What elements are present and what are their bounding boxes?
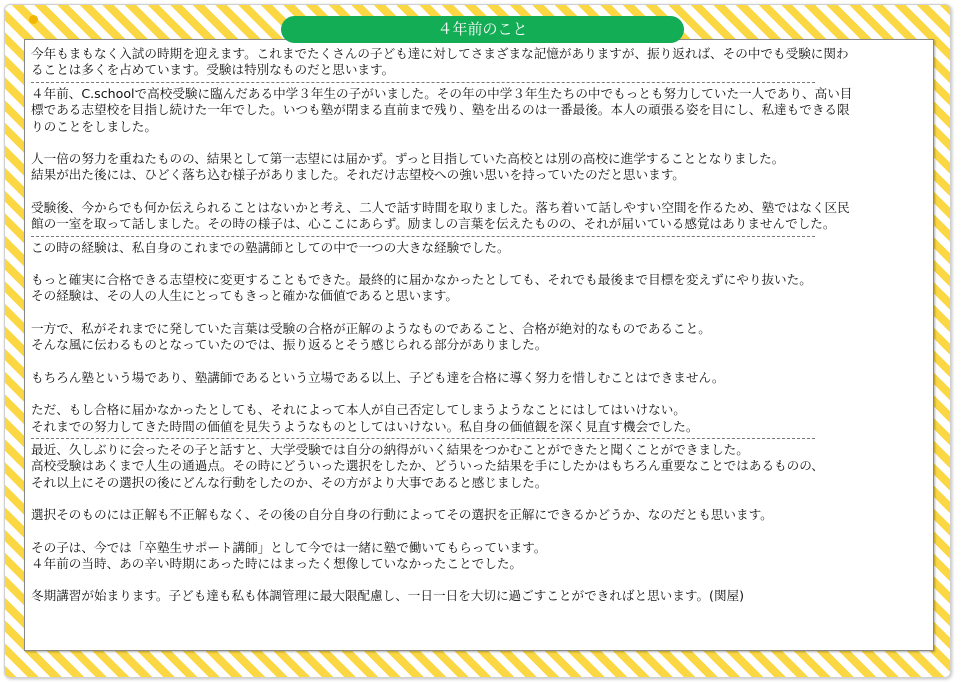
text-line: 最近、久しぶりに会ったその子と話すと、大学受験では自分の納得がいく結果をつかむことができたと聞くことができました。: [31, 441, 749, 457]
text-line: ることは多くを占めています。受験は特別なものだと思います。: [31, 62, 395, 78]
text-line: その経験は、その人の人生にとってもきっと確かな価値であると思います。: [31, 288, 458, 304]
text-line: 標である志望校を目指し続けた一年でした。いつも塾が閉まる直前まで残り、塾を出るのは一番最後。本人の頑張る姿を目にし、私達もできる限: [31, 102, 850, 118]
text-line: 選択そのものには正解も不正解もなく、その後の自分自身の行動によってその選択を正解にできるかどうか、なのだとも思います。: [31, 507, 773, 523]
text-line: その子は、今では「卒塾生サポート講師」として今では一緒に塾で働いてもらっています。: [31, 539, 547, 555]
paragraph-gap: [31, 256, 925, 272]
text-line: それ以上にその選択の後にどんな行動をしたのか、その方がより大事であると感じました。: [31, 474, 548, 490]
text-line: 結果が出た後には、ひどく落ち込む様子がありました。それだけ志望校への強い思いを持っていたのだと思います。: [31, 167, 685, 183]
page-title: ４年前のこと: [281, 16, 684, 43]
striped-frame: [4, 4, 951, 678]
dashed-divider: [31, 82, 815, 83]
text-line: 館の一室を取って話しました。その時の様子は、心ここにあらず。励ましの言葉を伝えたものの、それが届いている感覚はありませんでした。: [31, 216, 836, 232]
text-line: 高校受験はあくまで人生の通過点。その時にどういった選択をしたか、どういった結果を手にしたかはもちろん重要なことではあるものの、: [31, 458, 824, 474]
text-line: 人一倍の努力を重ねたものの、結果として第一志望には届かず。ずっと目指していた高校とは別の高校に進学することとなりました。: [31, 151, 785, 167]
text-line: ４年前、C.schoolで高校受験に臨んだある中学３年生の子がいました。その年の中学３年生たちの中でもっとも努力していた一人であり、高い目: [31, 85, 853, 101]
content-panel: [24, 39, 934, 651]
text-line: 一方で、私がそれまでに発していた言葉は受験の合格が正解のようなものであること、合格が絶対的なものであること。: [31, 320, 711, 336]
text-line: 受験後、今からでも何か伝えられることはないかと考え、二人で話す時間を取りました。落ち着いて話しやすい空間を作るため、塾ではなく区民: [31, 199, 850, 215]
paragraph-gap: [31, 524, 925, 540]
text-line: そんな風に伝わるものとなっていたのでは、振り返るとそう感じられる部分がありました。: [31, 337, 548, 353]
dashed-divider: [31, 438, 815, 439]
text-line: 今年もまもなく入試の時期を迎えます。これまでたくさんの子ども達に対してさまざまな記憶がありますが、振り返れば、その中でも受験に関わ: [31, 46, 849, 61]
paragraph-gap: [31, 184, 925, 200]
paragraph-gap: [31, 354, 925, 370]
text-line: ４年前の当時、あの辛い時期にあった時にはまったく想像していなかったことでした。: [31, 555, 523, 571]
text-line: もちろん塾という場であり、塾講師であるという立場である以上、子ども達を合格に導く努力を惜しむことはできません。: [31, 369, 725, 385]
paragraph-gap: [31, 305, 925, 321]
text-line: それまでの努力してきた時間の価値を見失うようなものとしてはいけない。私自身の価値観を深く見直す機会でした。: [31, 418, 699, 434]
dashed-divider: [31, 236, 815, 237]
text-line: この時の経験は、私自身のこれまでの塾講師としての中で一つの大きな経験でした。: [31, 239, 510, 255]
paragraph-gap: [31, 386, 925, 402]
paragraph-gap: [31, 135, 925, 151]
paragraph-gap: [31, 491, 925, 507]
text-line: りのことをしました。: [31, 118, 157, 134]
text-line: 冬期講習が始まります。子ども達も私も体調管理に最大限配慮し、一日一日を大切に過ごすことができればと思います。(関屋): [31, 588, 745, 604]
text-line: ただ、もし合格に届かなかったとしても、それによって本人が自己否定してしまうようなことにはしてはいけない。: [31, 402, 686, 418]
paragraph-gap: [31, 572, 925, 588]
text-line: もっと確実に合格できる志望校に変更することもできた。最終的に届かなかったとしても、それでも最後まで目標を変えずにやり抜いた。: [31, 272, 812, 288]
corner-dot: [29, 15, 38, 24]
